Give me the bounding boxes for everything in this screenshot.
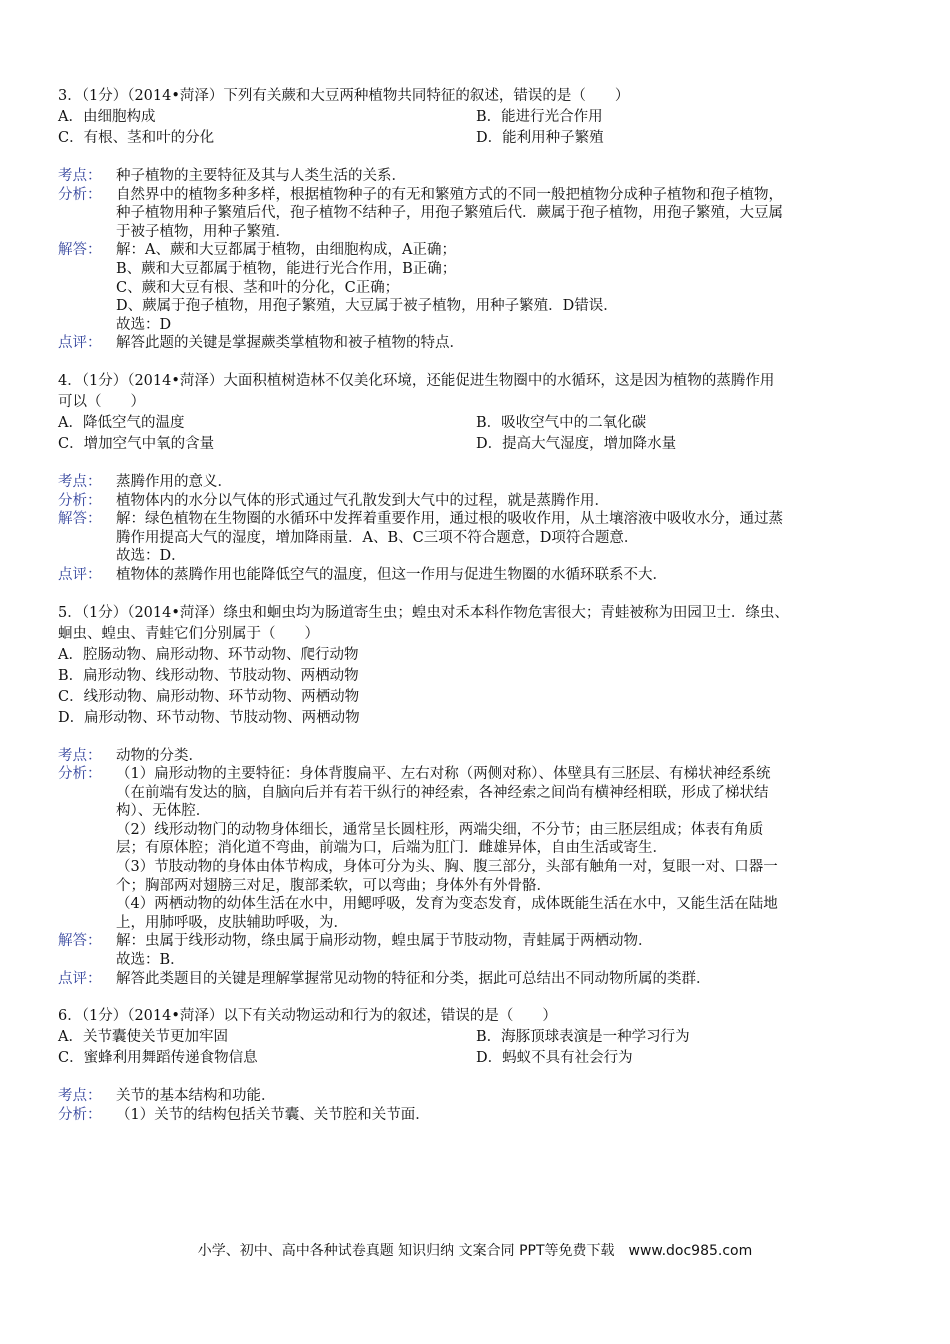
jieda-line: 腾作用提高大气的湿度，增加降雨量．A、B、C三项不符合题意，D项符合题意． <box>116 529 639 546</box>
dianping-row <box>58 970 892 989</box>
kaodian-text: 蒸腾作用的意义． <box>116 473 232 490</box>
kaodian-text: 动物的分类． <box>116 747 203 764</box>
option-c: C．线形动物、扁形动物、环节动物、两栖动物 <box>58 688 360 705</box>
question-stem-continued: 可以（ ） <box>58 393 145 410</box>
option-a: A．关节囊使关节更加牢固 <box>58 1029 228 1046</box>
option-b: B．扁形动物、线形动物、节肢动物、两栖动物 <box>58 667 359 684</box>
jieda-line: 解：虫属于线形动物，绦虫属于扁形动物，蝗虫属于节肢动物，青蛙属于两栖动物． <box>116 933 653 950</box>
question-6 <box>58 1006 892 1124</box>
question-stem: 6．（1分）（2014•菏泽）以下有关动物运动和行为的叙述，错误的是（ ） <box>58 1008 557 1025</box>
question-4 <box>58 371 892 585</box>
kaodian-label: 考点： <box>58 473 102 490</box>
dianping-text: 植物体的蒸腾作用也能降低空气的温度，但这一作用与促进生物圈的水循环联系不大． <box>116 566 667 583</box>
kaodian-text: 关节的基本结构和功能． <box>116 1088 276 1105</box>
fenxi-line: 上，用肺呼吸，皮肤辅助呼吸，为． <box>116 914 348 931</box>
dianping-label: 点评： <box>58 566 102 583</box>
dianping-label: 点评： <box>58 970 102 987</box>
options <box>58 107 892 149</box>
jieda-line: 故选：B． <box>116 952 185 969</box>
kaodian-label: 考点： <box>58 168 102 184</box>
fenxi-line: 于被子植物，用种子繁殖． <box>116 223 290 240</box>
option-d: D．蚂蚁不具有社会行为 <box>476 1050 633 1067</box>
jieda-label: 解答： <box>58 511 102 528</box>
fenxi-line: （1）扁形动物的主要特征：身体背腹扁平、左右对称（两侧对称）、体壁具有三胚层、有梯状神经系统 <box>116 766 771 783</box>
fenxi-label: 分析： <box>58 1106 102 1123</box>
jieda-line: B、蕨和大豆都属于植物，能进行光合作用，B正确； <box>116 260 457 277</box>
kaodian-label: 考点： <box>58 747 102 764</box>
dianping-label: 点评： <box>58 335 102 352</box>
jieda-label: 解答： <box>58 933 102 950</box>
fenxi-line: 植物体内的水分以气体的形式通过气孔散发到大气中的过程，就是蒸腾作用． <box>116 492 609 509</box>
question-5 <box>58 603 892 989</box>
dianping-text: 解答此题的关键是掌握蕨类掌植物和被子植物的特点． <box>116 335 464 352</box>
option-b: B．吸收空气中的二氧化碳 <box>476 414 647 431</box>
options <box>58 413 892 455</box>
jieda-label: 解答： <box>58 242 102 259</box>
fenxi-row <box>58 186 892 242</box>
fenxi-row <box>58 492 892 511</box>
question-stem-continued: 蛔虫、蝗虫、青蛙它们分别属于（ ） <box>58 625 319 642</box>
jieda-line: 故选：D <box>116 316 172 333</box>
fenxi-line: （1）关节的结构包括关节囊、关节腔和关节面． <box>116 1106 430 1123</box>
dianping-row <box>58 334 892 353</box>
dianping-text: 解答此类题目的关键是理解掌握常见动物的特征和分类，据此可总结出不同动物所属的类群． <box>116 970 711 987</box>
question-stem: 3．（1分）（2014•菏泽）下列有关蕨和大豆两种植物共同特征的叙述，错误的是（ ） <box>58 88 630 104</box>
question-stem: 4．（1分）（2014•菏泽）大面积植树造林不仅美化环境，还能促进生物圈中的水循环，这是因为植物的蒸腾作用 <box>58 372 775 389</box>
question-stem: 5．（1分）（2014•菏泽）绦虫和蛔虫均为肠道寄生虫；蝗虫对禾本科作物危害很大；青蛙被称为田园卫士．绦虫、 <box>58 604 789 621</box>
kaodian-text: 种子植物的主要特征及其与人类生活的关系． <box>116 168 406 184</box>
jieda-row <box>58 241 892 334</box>
fenxi-line: 种子植物用种子繁殖后代，孢子植物不结种子，用孢子繁殖后代．蕨属于孢子植物，用孢子繁殖，大豆属 <box>116 205 783 222</box>
fenxi-line: 自然界中的植物多种多样，根据植物种子的有无和繁殖方式的不同一般把植物分成种子植物和孢子植物， <box>116 186 783 203</box>
options <box>58 1027 892 1069</box>
document-page <box>58 86 892 1142</box>
jieda-line: 解：A、蕨和大豆都属于植物，由细胞构成，A正确； <box>116 242 456 259</box>
option-c: C．增加空气中氧的含量 <box>58 435 215 452</box>
kaodian-row <box>58 473 892 492</box>
fenxi-line: 构）、无体腔． <box>116 803 211 820</box>
kaodian-row <box>58 167 892 186</box>
question-3 <box>58 86 892 353</box>
option-b: B．能进行光合作用 <box>476 109 603 125</box>
kaodian-label: 考点： <box>58 1088 102 1105</box>
kaodian-row <box>58 1087 892 1106</box>
jieda-line: C、蕨和大豆有根、茎和叶的分化，C正确； <box>116 279 400 296</box>
option-a: A．由细胞构成 <box>58 109 156 125</box>
jieda-line: D、蕨属于孢子植物，用孢子繁殖，大豆属于被子植物，用种子繁殖．D错误． <box>116 298 618 315</box>
fenxi-label: 分析： <box>58 186 102 203</box>
jieda-row <box>58 510 892 566</box>
dianping-row <box>58 566 892 585</box>
fenxi-line: （4）两栖动物的幼体生活在水中，用鳃呼吸，发育为变态发育，成体既能生活在水中，又能生活在陆地 <box>116 896 778 913</box>
option-a: A．降低空气的温度 <box>58 414 185 431</box>
fenxi-line: 层；有原体腔；消化道不弯曲，前端为口，后端为肛门．雌雄异体，自由生活或寄生． <box>116 840 667 857</box>
option-d: D．扁形动物、环节动物、节肢动物、两栖动物 <box>58 709 360 726</box>
jieda-row <box>58 932 892 969</box>
option-d: D．提高大气湿度，增加降水量 <box>476 435 677 452</box>
option-d: D．能利用种子繁殖 <box>476 130 604 146</box>
jieda-line: 解：绿色植物在生物圈的水循环中发挥着重要作用，通过根的吸收作用，从土壤溶液中吸收水分，通过蒸 <box>116 511 783 528</box>
options <box>58 645 892 729</box>
page-footer: 小学、初中、高中各种试卷真题 知识归纳 文案合同 PPT等免费下载 www.doc985.com <box>197 1243 753 1259</box>
fenxi-label: 分析： <box>58 492 102 509</box>
option-c: C．有根、茎和叶的分化 <box>58 130 215 146</box>
option-b: B．海豚顶球表演是一种学习行为 <box>476 1029 690 1046</box>
option-a: A．腔肠动物、扁形动物、环节动物、爬行动物 <box>58 646 359 663</box>
fenxi-label: 分析： <box>58 766 102 783</box>
fenxi-line: （在前端有发达的脑，自脑向后并有若干纵行的神经索，各神经索之间尚有横神经相联，形成了梯状结 <box>116 784 769 801</box>
fenxi-line: （2）线形动物门的动物身体细长，通常呈长圆柱形，两端尖细，不分节；由三胚层组成；体表有角质 <box>116 821 764 838</box>
option-c: C．蜜蜂利用舞蹈传递食物信息 <box>58 1050 258 1067</box>
fenxi-row <box>58 765 892 932</box>
fenxi-row <box>58 1106 892 1125</box>
jieda-line: 故选：D． <box>116 548 186 565</box>
fenxi-line: 个；胸部两对翅膀三对足，腹部柔软，可以弯曲；身体外有外骨骼． <box>116 877 551 894</box>
kaodian-row <box>58 747 892 766</box>
fenxi-line: （3）节肢动物的身体由体节构成，身体可分为头、胸、腹三部分，头部有触角一对，复眼一对、口器一 <box>116 859 778 876</box>
